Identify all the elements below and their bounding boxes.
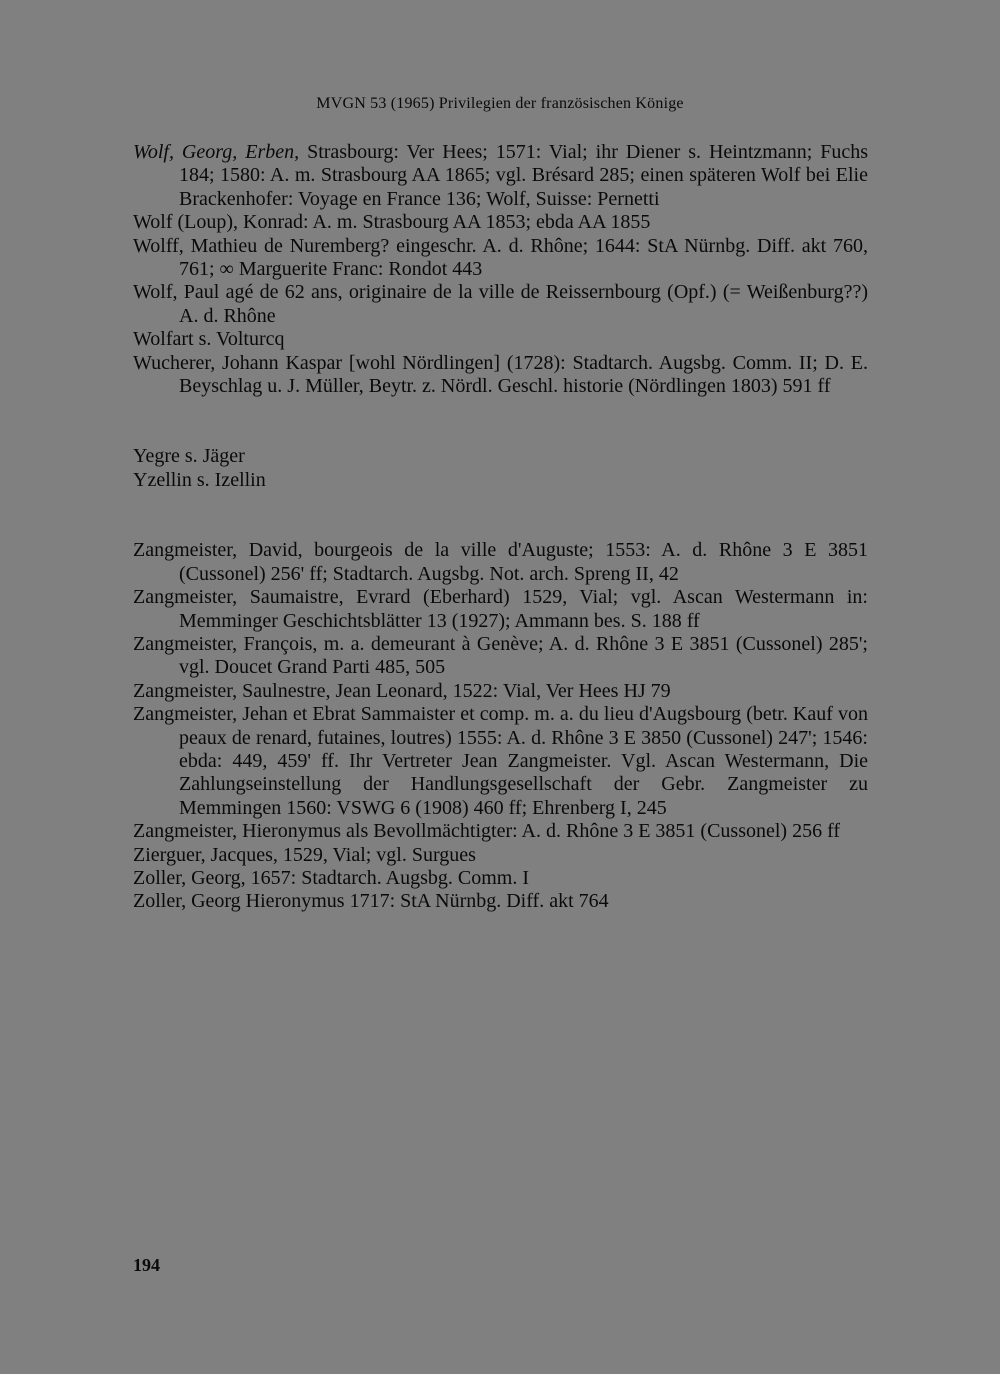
entry-text: Zoller, Georg Hieronymus 1717: StA Nürnbg. Diff. akt 764 [133,890,609,913]
entry-lead: Wolf, Georg, Erben, [133,141,300,163]
index-entry [133,820,868,843]
entry-text: Zangmeister, Jehan et Ebrat Sammaister et comp. m. a. du lieu d'Augsbourg (betr. Kauf von peaux de renard, futaines, loutres) 1555: A. d. Rhône 3 E 3850 (Cussonel) 247'; 1546: ebda: 449, 459' ff. Ihr Vertreter Jean Zangmeister. Vgl. Ascan Westermann, Die Zahlungseinstellung der Handlungsgesellschaft der Gebr. Zangmeister zu Memmingen 1560: VSWG 6 (1908) 460 ff; Ehrenberg I, 245 [133,703,868,819]
entry-text: Zangmeister, Saulnestre, Jean Leonard, 1522: Vial, Ver Hees HJ 79 [133,679,671,702]
entry-text: Strasbourg: Ver Hees; 1571: Vial; ihr Diener s. Heintzmann; Fuchs 184; 1580: A. m. Strasbourg AA 1865; vgl. Brésard 285; einen späteren Wolf bei Elie Brackenhofer: Voyage en France 136; Wolf, Suisse: Pernetti [179,141,868,210]
index-entry [133,844,868,867]
index-entry [133,539,868,586]
index-entry [133,235,868,282]
entry-text: Wucherer, Johann Kaspar [wohl Nördlingen] (1728): Stadtarch. Augsbg. Comm. II; D. E. Beyschlag u. J. Müller, Beytr. z. Nördl. Geschl. historie (Nördlingen 1803) 591 ff [133,351,868,398]
entry-text: Wolf, Paul agé de 62 ans, originaire de la ville de Reissernbourg (Opf.) (= Weißenburg??) A. d. Rhône [133,281,868,327]
entry-text: Wolf (Loup), Konrad: A. m. Strasbourg AA 1853; ebda AA 1855 [133,211,651,234]
index-entry [133,680,868,703]
entry-text: Yegre s. Jäger [133,445,245,468]
index-entry [133,469,868,492]
index-body [133,141,868,914]
index-entry [133,328,868,351]
entry-text: Zierguer, Jacques, 1529, Vial; vgl. Surgues [133,843,476,866]
index-entry [133,352,868,399]
entry-text: Zangmeister, Hieronymus als Bevollmächtigter: A. d. Rhône 3 E 3851 (Cussonel) 256 ff [133,820,841,843]
index-entry [133,703,868,820]
entry-text: Zoller, Georg, 1657: Stadtarch. Augsbg. Comm. I [133,866,530,889]
index-entry [133,867,868,890]
section-z [133,539,868,914]
section-w [133,141,868,398]
entry-text: Zangmeister, Saumaistre, Evrard (Eberhard) 1529, Vial; vgl. Ascan Westermann in: Memminger Geschichtsblätter 13 (1927); Ammann bes. S. 188 ff [133,586,868,632]
page-number: 194 [133,1255,160,1275]
index-entry [133,633,868,680]
index-entry [133,211,868,234]
index-entry [133,586,868,633]
index-entry [133,141,868,211]
entry-text: Yzellin s. Izellin [133,468,266,491]
section-gap [133,398,868,445]
index-entry [133,281,868,328]
entry-text: Zangmeister, David, bourgeois de la ville d'Auguste; 1553: A. d. Rhône 3 E 3851 (Cussonel) 256' ff; Stadtarch. Augsbg. Not. arch. Spreng II, 42 [133,539,868,585]
entry-text: Wolfart s. Volturcq [133,328,285,351]
section-gap [133,492,868,539]
entry-text: Wolff, Mathieu de Nuremberg? eingeschr. A. d. Rhône; 1644: StA Nürnbg. Diff. akt 760, 761; ∞ Marguerite Franc: Rondot 443 [133,234,868,281]
entry-text: Zangmeister, François, m. a. demeurant à Genève; A. d. Rhône 3 E 3851 (Cussonel) 285'; vgl. Doucet Grand Parti 485, 505 [133,632,868,679]
running-head: MVGN 53 (1965) Privilegien der französischen Könige [316,95,684,112]
index-entry [133,890,868,913]
index-entry [133,445,868,468]
section-y [133,445,868,492]
